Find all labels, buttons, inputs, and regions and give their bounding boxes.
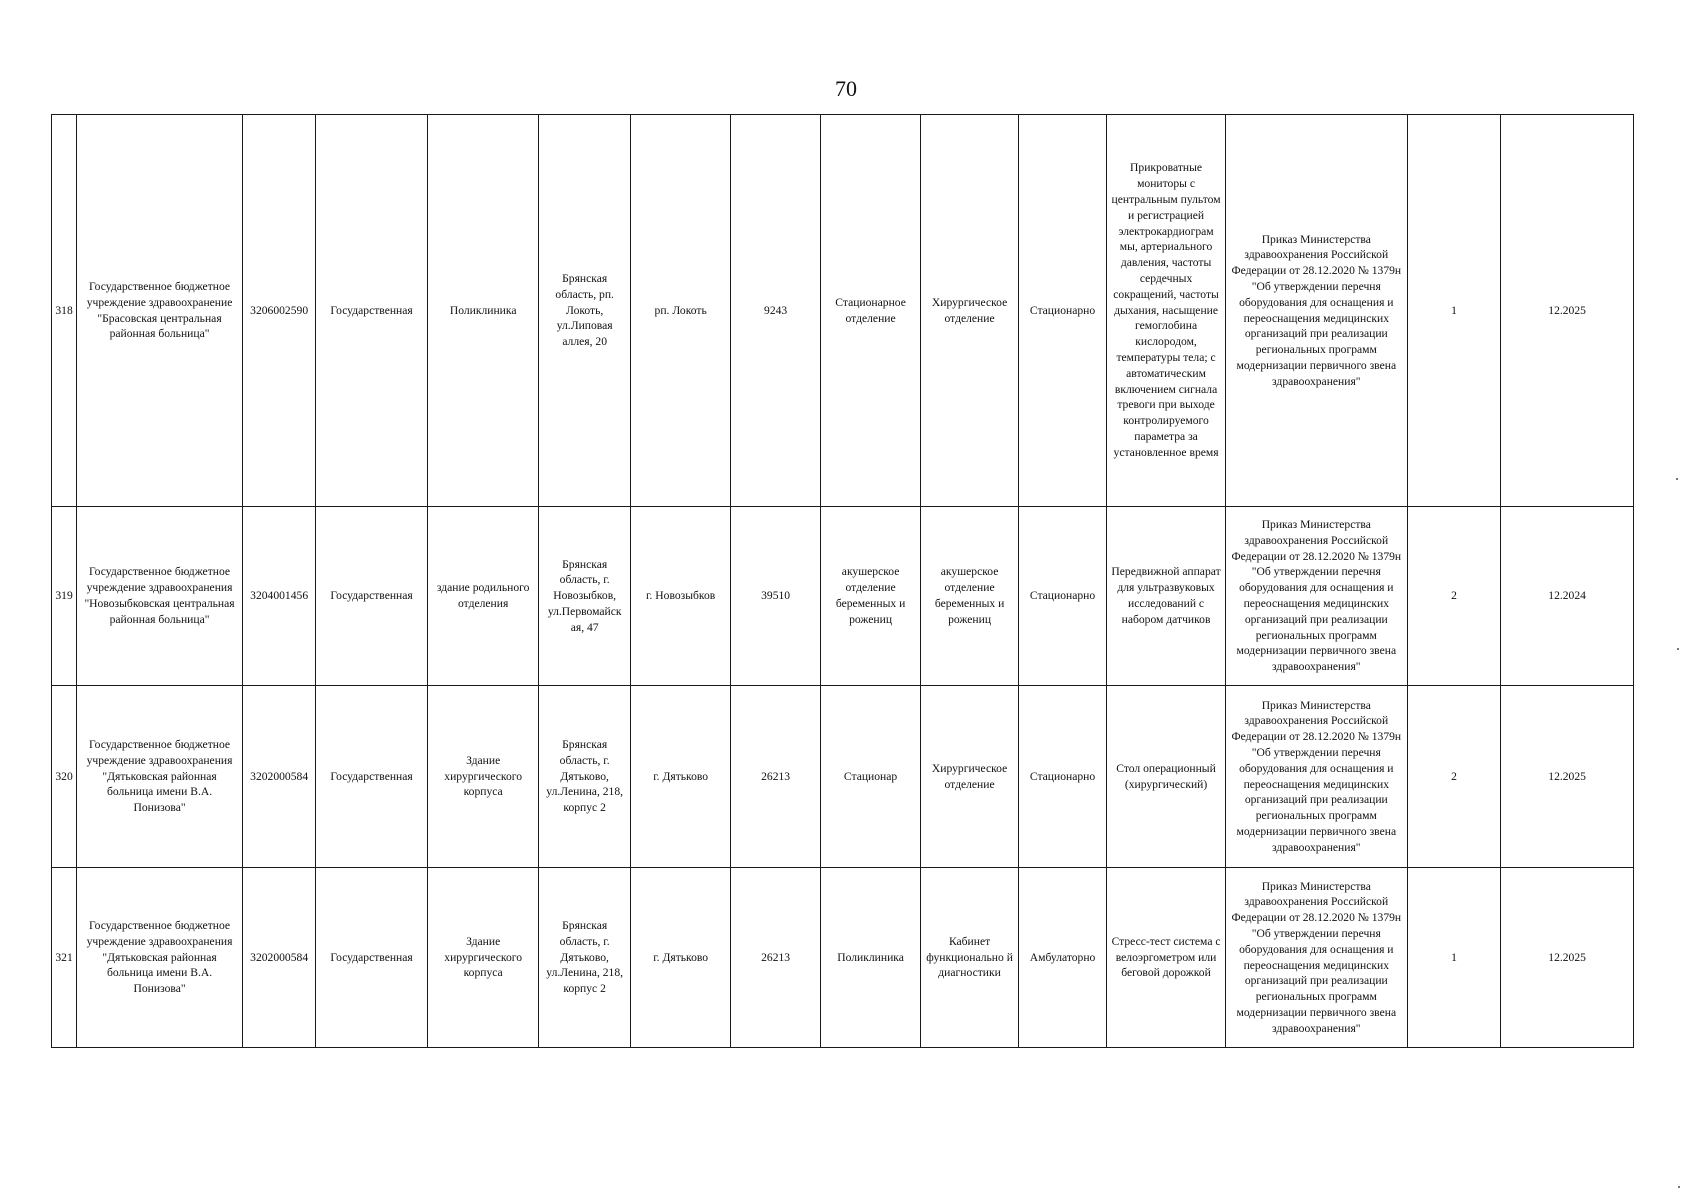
department: Кабинет функционально й диагностики xyxy=(921,868,1018,1048)
due-date: 12.2025 xyxy=(1501,868,1634,1048)
ownership-type: Государственная xyxy=(316,868,428,1048)
scan-speck xyxy=(1678,1186,1680,1188)
legal-basis: Приказ Министерства здравоохранения Российской Федерации от 28.12.2020 № 1379н "Об утверждении перечня оборудования для оснащения и переоснащения медицинских организаций при реализации региональных программ модернизации первичного звена здравоохранения" xyxy=(1225,115,1407,507)
equipment-name: Передвижной аппарат для ультразвуковых исследований с набором датчиков xyxy=(1107,507,1226,686)
population: 26213 xyxy=(731,686,820,868)
address: Брянская область, г. Дятьково, ул.Ленина, 218, корпус 2 xyxy=(539,686,630,868)
scan-speck xyxy=(1676,478,1678,480)
subdivision: Стационар xyxy=(820,686,921,868)
locality: г. Дятьково xyxy=(630,686,731,868)
locality: рп. Локоть xyxy=(630,115,731,507)
row-number: 319 xyxy=(52,507,77,686)
subdivision: Стационарное отделение xyxy=(820,115,921,507)
locality: г. Новозыбков xyxy=(630,507,731,686)
building-name: здание родильного отделения xyxy=(427,507,539,686)
care-mode: Стационарно xyxy=(1018,507,1106,686)
address: Брянская область, г. Дятьково, ул.Ленина, 218, корпус 2 xyxy=(539,868,630,1048)
due-date: 12.2025 xyxy=(1501,115,1634,507)
equipment-name: Стол операционный (хирургический) xyxy=(1107,686,1226,868)
subdivision: акушерское отделение беременных и рожениц xyxy=(820,507,921,686)
ownership-type: Государственная xyxy=(316,507,428,686)
care-mode: Стационарно xyxy=(1018,115,1106,507)
address: Брянская область, рп. Локоть, ул.Липовая аллея, 20 xyxy=(539,115,630,507)
institution-code: 3202000584 xyxy=(242,686,315,868)
institution-code: 3206002590 xyxy=(242,115,315,507)
ownership-type: Государственная xyxy=(316,686,428,868)
table-row xyxy=(52,507,1634,686)
institution-name: Государственное бюджетное учреждение здравоохранения "Дятьковская районная больница имени В.А. Понизова" xyxy=(77,868,243,1048)
equipment-register-table xyxy=(51,114,1634,1048)
scan-speck xyxy=(1677,648,1679,650)
address: Брянская область, г. Новозыбков, ул.Первомайск ая, 47 xyxy=(539,507,630,686)
legal-basis: Приказ Министерства здравоохранения Российской Федерации от 28.12.2020 № 1379н "Об утверждении перечня оборудования для оснащения и переоснащения медицинских организаций при реализации региональных программ модернизации первичного звена здравоохранения" xyxy=(1225,868,1407,1048)
subdivision: Поликлиника xyxy=(820,868,921,1048)
population: 9243 xyxy=(731,115,820,507)
ownership-type: Государственная xyxy=(316,115,428,507)
population: 26213 xyxy=(731,868,820,1048)
quantity: 1 xyxy=(1407,115,1500,507)
table-row xyxy=(52,686,1634,868)
institution-name: Государственное бюджетное учреждение здравоохранения "Дятьковская районная больница имени В.А. Понизова" xyxy=(77,686,243,868)
row-number: 320 xyxy=(52,686,77,868)
table-row xyxy=(52,115,1634,507)
quantity: 2 xyxy=(1407,507,1500,686)
legal-basis: Приказ Министерства здравоохранения Российской Федерации от 28.12.2020 № 1379н "Об утверждении перечня оборудования для оснащения и переоснащения медицинских организаций при реализации региональных программ модернизации первичного звена здравоохранения" xyxy=(1225,507,1407,686)
institution-name: Государственное бюджетное учреждение здравоохранение "Брасовская центральная районная больница" xyxy=(77,115,243,507)
department: Хирургическое отделение xyxy=(921,686,1018,868)
equipment-name: Прикроватные мониторы с центральным пультом и регистрацией электрокардиограм мы, артериального давления, частоты сердечных сокращений, частоты дыхания, насыщение гемоглобина кислородом, температуры тела; с автоматическим включением сигнала тревоги при выходе контролируемого параметра за установленное время xyxy=(1107,115,1226,507)
department: Хирургическое отделение xyxy=(921,115,1018,507)
equipment-name: Стресс-тест система с велоэргометром или беговой дорожкой xyxy=(1107,868,1226,1048)
locality: г. Дятьково xyxy=(630,868,731,1048)
institution-code: 3202000584 xyxy=(242,868,315,1048)
population: 39510 xyxy=(731,507,820,686)
due-date: 12.2025 xyxy=(1501,686,1634,868)
row-number: 318 xyxy=(52,115,77,507)
care-mode: Амбулаторно xyxy=(1018,868,1106,1048)
building-name: Здание хирургического корпуса xyxy=(427,686,539,868)
institution-code: 3204001456 xyxy=(242,507,315,686)
department: акушерское отделение беременных и рожениц xyxy=(921,507,1018,686)
quantity: 2 xyxy=(1407,686,1500,868)
table-row xyxy=(52,868,1634,1048)
quantity: 1 xyxy=(1407,868,1500,1048)
building-name: Поликлиника xyxy=(427,115,539,507)
legal-basis: Приказ Министерства здравоохранения Российской Федерации от 28.12.2020 № 1379н "Об утверждении перечня оборудования для оснащения и переоснащения медицинских организаций при реализации региональных программ модернизации первичного звена здравоохранения" xyxy=(1225,686,1407,868)
due-date: 12.2024 xyxy=(1501,507,1634,686)
row-number: 321 xyxy=(52,868,77,1048)
care-mode: Стационарно xyxy=(1018,686,1106,868)
page-number: 70 xyxy=(835,76,857,101)
institution-name: Государственное бюджетное учреждение здравоохранения "Новозыбковская центральная районная больница" xyxy=(77,507,243,686)
building-name: Здание хирургического корпуса xyxy=(427,868,539,1048)
